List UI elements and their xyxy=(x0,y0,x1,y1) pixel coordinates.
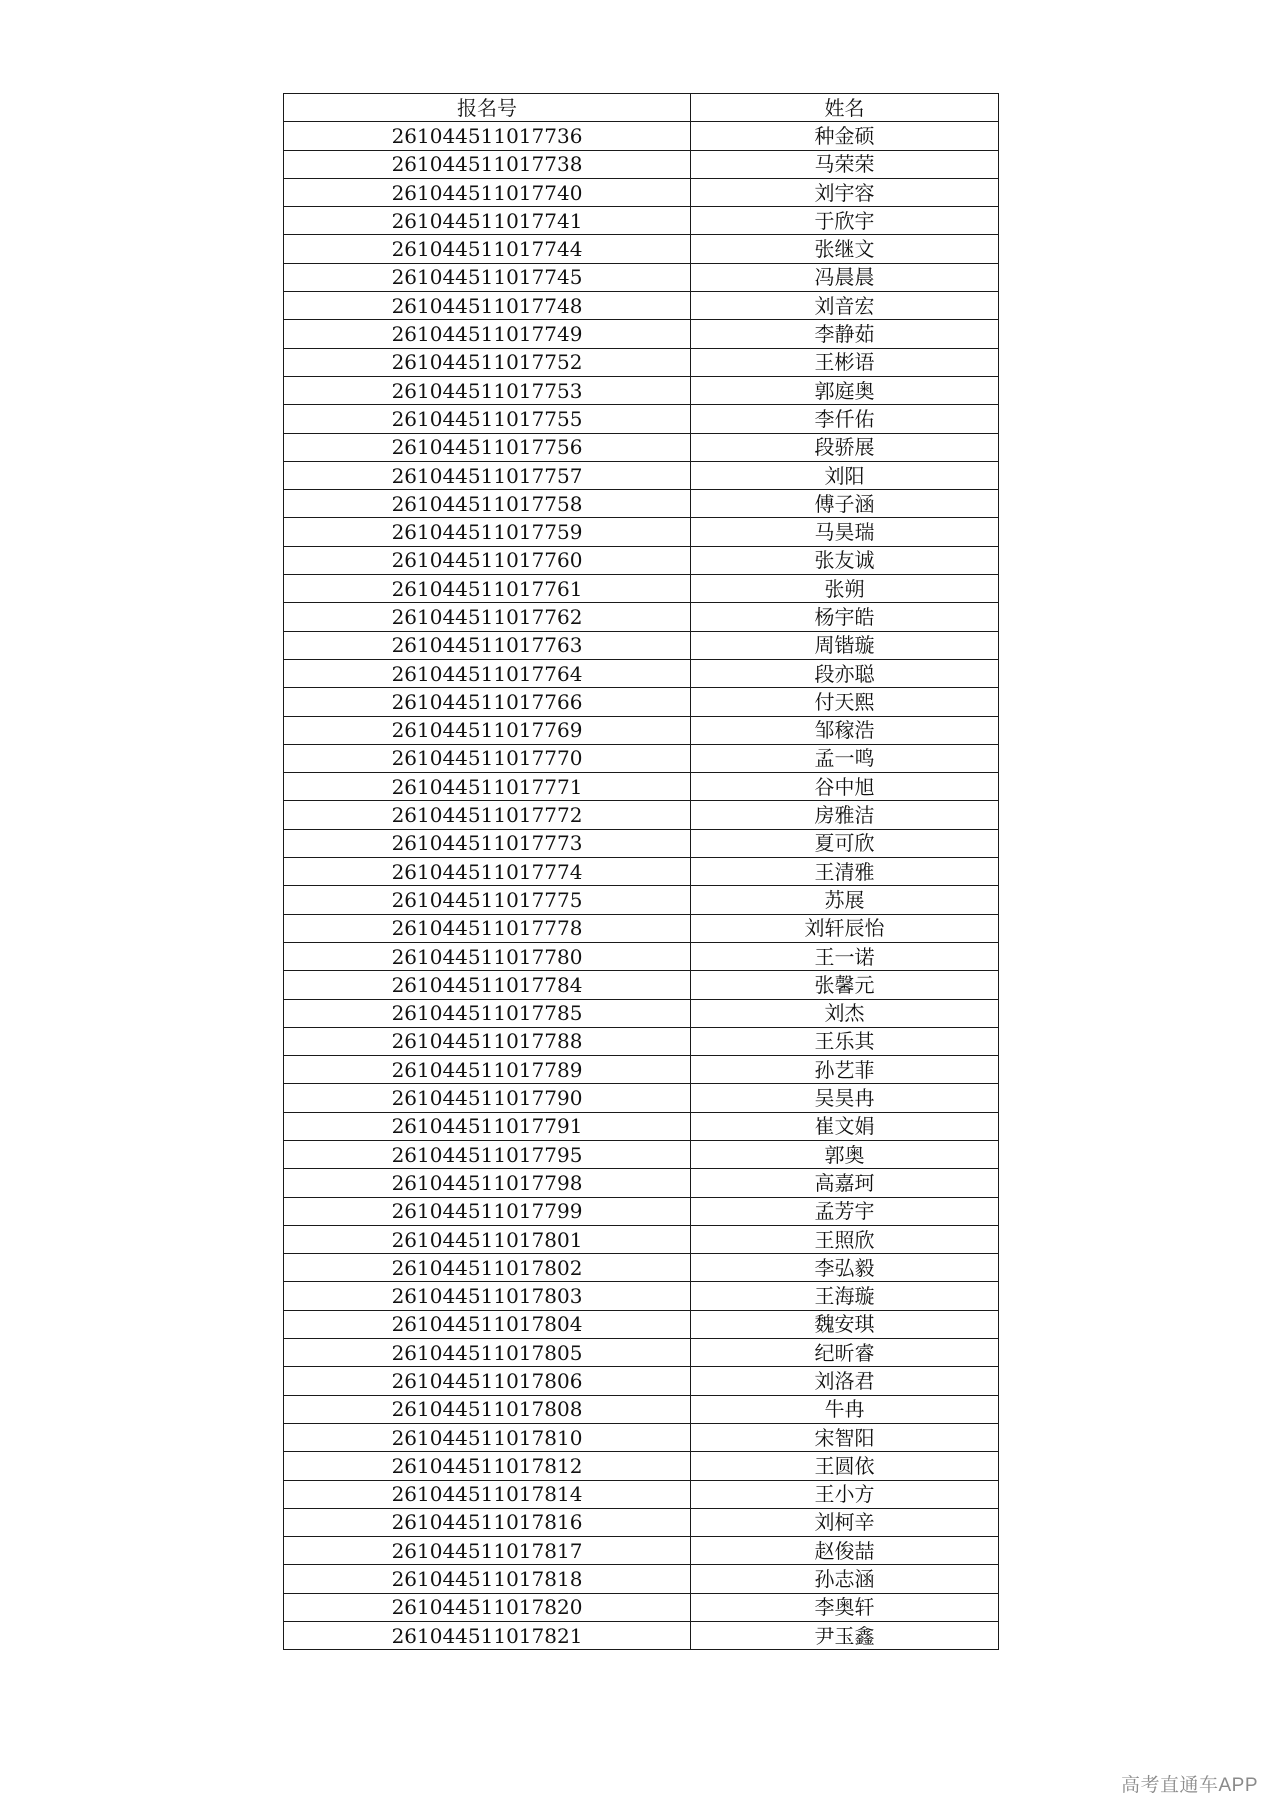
table-row xyxy=(284,914,999,942)
table-row xyxy=(284,659,999,687)
table-row xyxy=(284,1197,999,1225)
table-row xyxy=(284,858,999,886)
registration-number-cell: 261044511017760 xyxy=(284,546,691,574)
registration-number-cell: 261044511017756 xyxy=(284,433,691,461)
table-row xyxy=(284,773,999,801)
table-row xyxy=(284,518,999,546)
registration-number-cell: 261044511017736 xyxy=(284,122,691,150)
table-row xyxy=(284,263,999,291)
table-row xyxy=(284,1593,999,1621)
student-name-cell: 张友诚 xyxy=(691,546,999,574)
registration-number-cell: 261044511017764 xyxy=(284,659,691,687)
registration-number-cell: 261044511017803 xyxy=(284,1282,691,1310)
table-row xyxy=(284,1254,999,1282)
registration-number-cell: 261044511017759 xyxy=(284,518,691,546)
student-name-cell: 房雅洁 xyxy=(691,801,999,829)
watermark-text: 高考直通车APP xyxy=(1120,1775,1258,1796)
registration-number-cell: 261044511017798 xyxy=(284,1169,691,1197)
table-row xyxy=(284,320,999,348)
student-name-cell: 李静茹 xyxy=(691,320,999,348)
student-name-cell: 段骄展 xyxy=(691,433,999,461)
table-row xyxy=(284,942,999,970)
student-name-cell: 付天熙 xyxy=(691,688,999,716)
registration-number-cell: 261044511017749 xyxy=(284,320,691,348)
registration-number-cell: 261044511017758 xyxy=(284,490,691,518)
registration-number-cell: 261044511017748 xyxy=(284,292,691,320)
registration-number-cell: 261044511017788 xyxy=(284,1027,691,1055)
registration-number-cell: 261044511017816 xyxy=(284,1508,691,1536)
registration-number-cell: 261044511017805 xyxy=(284,1339,691,1367)
table-header-row xyxy=(284,94,999,122)
student-name-cell: 魏安琪 xyxy=(691,1310,999,1338)
table-body xyxy=(284,122,999,1650)
table-row xyxy=(284,376,999,404)
table-row xyxy=(284,207,999,235)
registration-number-cell: 261044511017755 xyxy=(284,405,691,433)
student-name-cell: 纪昕睿 xyxy=(691,1339,999,1367)
registration-number-cell: 261044511017812 xyxy=(284,1452,691,1480)
registration-number-cell: 261044511017774 xyxy=(284,858,691,886)
table-row xyxy=(284,1027,999,1055)
student-name-cell: 王清雅 xyxy=(691,858,999,886)
table-row xyxy=(284,801,999,829)
document-sheet xyxy=(283,93,998,1650)
student-name-cell: 王圆依 xyxy=(691,1452,999,1480)
table-row xyxy=(284,1480,999,1508)
registration-number-cell: 261044511017790 xyxy=(284,1084,691,1112)
table-row xyxy=(284,603,999,631)
table-row xyxy=(284,490,999,518)
table-row xyxy=(284,150,999,178)
student-name-cell: 李奥轩 xyxy=(691,1593,999,1621)
registration-number-cell: 261044511017738 xyxy=(284,150,691,178)
student-name-cell: 苏展 xyxy=(691,886,999,914)
table-row xyxy=(284,122,999,150)
table-row xyxy=(284,744,999,772)
student-name-cell: 周锴璇 xyxy=(691,631,999,659)
student-name-cell: 王乐其 xyxy=(691,1027,999,1055)
registration-number-cell: 261044511017740 xyxy=(284,178,691,206)
header-name: 姓名 xyxy=(691,94,999,122)
table-row xyxy=(284,1112,999,1140)
student-name-cell: 王彬语 xyxy=(691,348,999,376)
student-name-cell: 于欣宇 xyxy=(691,207,999,235)
table-row xyxy=(284,829,999,857)
table-row xyxy=(284,292,999,320)
table-row xyxy=(284,1056,999,1084)
registration-number-cell: 261044511017784 xyxy=(284,971,691,999)
student-name-cell: 高嘉珂 xyxy=(691,1169,999,1197)
student-name-cell: 吴昊冉 xyxy=(691,1084,999,1112)
table-row xyxy=(284,1622,999,1650)
table-row xyxy=(284,886,999,914)
table-row xyxy=(284,461,999,489)
header-registration-number: 报名号 xyxy=(284,94,691,122)
student-name-cell: 王小方 xyxy=(691,1480,999,1508)
student-name-cell: 孟一鸣 xyxy=(691,744,999,772)
registration-table xyxy=(283,93,999,1650)
table-row xyxy=(284,1508,999,1536)
table-row xyxy=(284,1452,999,1480)
student-name-cell: 马荣荣 xyxy=(691,150,999,178)
table-row xyxy=(284,1225,999,1253)
student-name-cell: 孙艺菲 xyxy=(691,1056,999,1084)
student-name-cell: 赵俊喆 xyxy=(691,1537,999,1565)
table-row xyxy=(284,433,999,461)
student-name-cell: 王海璇 xyxy=(691,1282,999,1310)
table-row xyxy=(284,575,999,603)
table-row xyxy=(284,1395,999,1423)
registration-number-cell: 261044511017762 xyxy=(284,603,691,631)
student-name-cell: 种金硕 xyxy=(691,122,999,150)
table-row xyxy=(284,1169,999,1197)
student-name-cell: 谷中旭 xyxy=(691,773,999,801)
registration-number-cell: 261044511017778 xyxy=(284,914,691,942)
student-name-cell: 刘宇容 xyxy=(691,178,999,206)
registration-number-cell: 261044511017745 xyxy=(284,263,691,291)
student-name-cell: 邹稼浩 xyxy=(691,716,999,744)
registration-number-cell: 261044511017773 xyxy=(284,829,691,857)
table-row xyxy=(284,1140,999,1168)
registration-number-cell: 261044511017808 xyxy=(284,1395,691,1423)
student-name-cell: 孟芳宇 xyxy=(691,1197,999,1225)
student-name-cell: 冯晨晨 xyxy=(691,263,999,291)
registration-number-cell: 261044511017801 xyxy=(284,1225,691,1253)
registration-number-cell: 261044511017818 xyxy=(284,1565,691,1593)
student-name-cell: 牛冉 xyxy=(691,1395,999,1423)
table-row xyxy=(284,688,999,716)
student-name-cell: 郭庭奥 xyxy=(691,376,999,404)
registration-number-cell: 261044511017770 xyxy=(284,744,691,772)
registration-number-cell: 261044511017761 xyxy=(284,575,691,603)
student-name-cell: 李仟佑 xyxy=(691,405,999,433)
table-row xyxy=(284,971,999,999)
registration-number-cell: 261044511017785 xyxy=(284,999,691,1027)
student-name-cell: 王一诺 xyxy=(691,942,999,970)
student-name-cell: 李弘毅 xyxy=(691,1254,999,1282)
registration-number-cell: 261044511017804 xyxy=(284,1310,691,1338)
registration-number-cell: 261044511017817 xyxy=(284,1537,691,1565)
registration-number-cell: 261044511017814 xyxy=(284,1480,691,1508)
table-row xyxy=(284,1565,999,1593)
student-name-cell: 刘杰 xyxy=(691,999,999,1027)
student-name-cell: 王照欣 xyxy=(691,1225,999,1253)
registration-number-cell: 261044511017771 xyxy=(284,773,691,801)
table-row xyxy=(284,178,999,206)
student-name-cell: 张朔 xyxy=(691,575,999,603)
registration-number-cell: 261044511017821 xyxy=(284,1622,691,1650)
registration-number-cell: 261044511017820 xyxy=(284,1593,691,1621)
student-name-cell: 崔文娟 xyxy=(691,1112,999,1140)
table-row xyxy=(284,1310,999,1338)
registration-number-cell: 261044511017757 xyxy=(284,461,691,489)
student-name-cell: 杨宇皓 xyxy=(691,603,999,631)
registration-number-cell: 261044511017775 xyxy=(284,886,691,914)
table-row xyxy=(284,235,999,263)
registration-number-cell: 261044511017799 xyxy=(284,1197,691,1225)
table-row xyxy=(284,1367,999,1395)
registration-number-cell: 261044511017791 xyxy=(284,1112,691,1140)
registration-number-cell: 261044511017772 xyxy=(284,801,691,829)
student-name-cell: 夏可欣 xyxy=(691,829,999,857)
student-name-cell: 尹玉鑫 xyxy=(691,1622,999,1650)
table-row xyxy=(284,546,999,574)
registration-number-cell: 261044511017780 xyxy=(284,942,691,970)
registration-number-cell: 261044511017769 xyxy=(284,716,691,744)
registration-number-cell: 261044511017741 xyxy=(284,207,691,235)
registration-number-cell: 261044511017806 xyxy=(284,1367,691,1395)
registration-number-cell: 261044511017763 xyxy=(284,631,691,659)
student-name-cell: 刘轩辰怡 xyxy=(691,914,999,942)
table-row xyxy=(284,631,999,659)
registration-number-cell: 261044511017766 xyxy=(284,688,691,716)
registration-number-cell: 261044511017753 xyxy=(284,376,691,404)
student-name-cell: 宋智阳 xyxy=(691,1423,999,1451)
student-name-cell: 孙志涵 xyxy=(691,1565,999,1593)
student-name-cell: 张继文 xyxy=(691,235,999,263)
registration-number-cell: 261044511017795 xyxy=(284,1140,691,1168)
table-row xyxy=(284,1084,999,1112)
table-row xyxy=(284,405,999,433)
registration-number-cell: 261044511017810 xyxy=(284,1423,691,1451)
table-row xyxy=(284,1423,999,1451)
registration-number-cell: 261044511017744 xyxy=(284,235,691,263)
table-row xyxy=(284,1537,999,1565)
student-name-cell: 刘柯辛 xyxy=(691,1508,999,1536)
table-row xyxy=(284,348,999,376)
registration-number-cell: 261044511017789 xyxy=(284,1056,691,1084)
table-row xyxy=(284,716,999,744)
table-row xyxy=(284,1339,999,1367)
student-name-cell: 段亦聪 xyxy=(691,659,999,687)
registration-number-cell: 261044511017802 xyxy=(284,1254,691,1282)
registration-number-cell: 261044511017752 xyxy=(284,348,691,376)
table-row xyxy=(284,999,999,1027)
table-row xyxy=(284,1282,999,1310)
student-name-cell: 傅子涵 xyxy=(691,490,999,518)
student-name-cell: 马昊瑞 xyxy=(691,518,999,546)
student-name-cell: 刘洛君 xyxy=(691,1367,999,1395)
student-name-cell: 刘音宏 xyxy=(691,292,999,320)
student-name-cell: 刘阳 xyxy=(691,461,999,489)
student-name-cell: 张馨元 xyxy=(691,971,999,999)
student-name-cell: 郭奥 xyxy=(691,1140,999,1168)
